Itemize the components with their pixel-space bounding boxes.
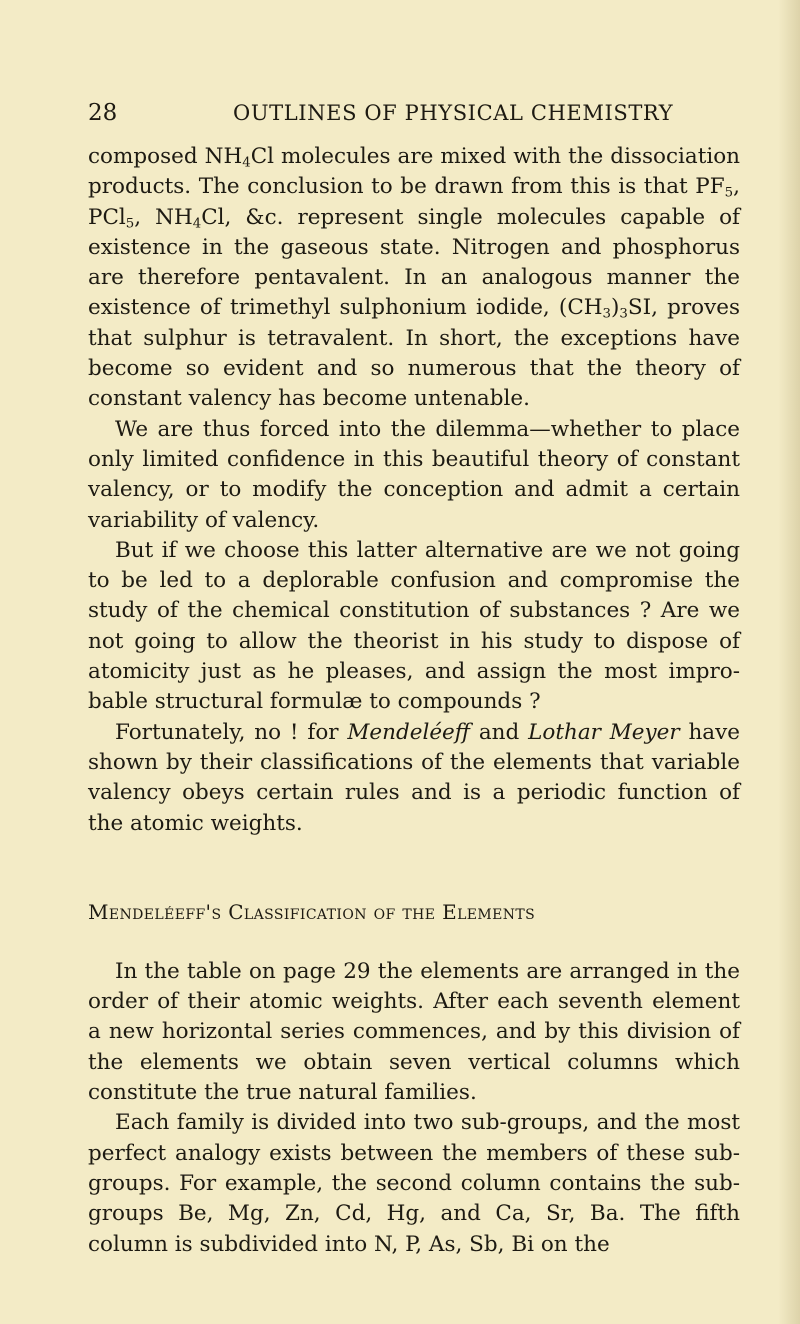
text-run: , PCl (88, 174, 740, 230)
text-run: Cl molecules are mixed with the dissociation products. The conclusion to be drawn from this is that PF (88, 144, 741, 200)
subscript: 4 (242, 155, 251, 171)
running-head: OUTLINES OF PHYSICAL CHEMISTRY (233, 101, 674, 125)
paragraph-table-intro: In the table on page 29 the elements are arranged in the order of their atomic weights. After each seventh element a new horizontal series commences, and by this division of the elements we obtain seven vertical columns which constitute the true natural families. (88, 958, 740, 1106)
subscript: 3 (619, 306, 628, 322)
page-header (88, 98, 740, 128)
page-edge-shadow (778, 0, 800, 1324)
paragraph-alternative: But if we choose this latter alternative are we not going to be led to a deplorable confusion and compromise the study of the chemical constitution of substances ? Are we not going to allow the theorist in his study to dispose of atomicity just as he pleases, and assign the most improbable structural formulæ to compounds ? (88, 537, 740, 715)
paragraph-dilemma: We are thus forced into the dilemma—whether to place only limited confidence in this beautiful theory of constant valency, or to modify the conception and admit a certain variability of valency. (88, 416, 740, 533)
paragraph-fortunately (88, 718, 740, 839)
paragraph-continuation (88, 142, 740, 415)
subscript: 5 (125, 215, 135, 231)
text-run: ) (611, 295, 620, 321)
name-mendeleeff: Mendeléeff (347, 719, 471, 745)
subscript: 3 (602, 306, 612, 322)
name-lothar-meyer: Lothar Meyer (528, 719, 680, 745)
text-run: have shown by their classifications of the elements that variable valency obeys certain rules and is a periodic function of the atomic weights. (88, 719, 740, 836)
text-run: , NH (134, 204, 193, 230)
text-run: composed NH (88, 144, 243, 169)
paragraph-subgroups: Each family is divided into two sub-groups, and the most perfect analogy exists between the members of these sub-groups. For example, the second column contains the sub-groups Be, Mg, Zn, Cd, Hg, and Ca, Sr, Ba. The fifth column is subdivided into N, P, As, Sb, Bi on the (88, 1110, 740, 1257)
subscript: 5 (724, 185, 734, 201)
page-body (88, 142, 740, 1260)
section-heading: Mendeléeff's Classification of the Elements (88, 899, 536, 924)
text-run: Fortunately, no ! for (115, 719, 348, 745)
text-run: Cl, &c. represent single molecules capable of existence in the gaseous state. Nitrogen and phosphorus are therefore pentavalent. In an analogous manner the existence of trimethyl sulphonium iodide, (CH (88, 204, 740, 321)
text-run: and (470, 719, 529, 745)
text-run: SI, proves that sulphur is tetravalent. In short, the exceptions have become so evident and so numerous that the theory of constant valency has become untenable. (88, 295, 741, 412)
page-number: 28 (88, 100, 118, 126)
subscript: 4 (192, 215, 202, 231)
